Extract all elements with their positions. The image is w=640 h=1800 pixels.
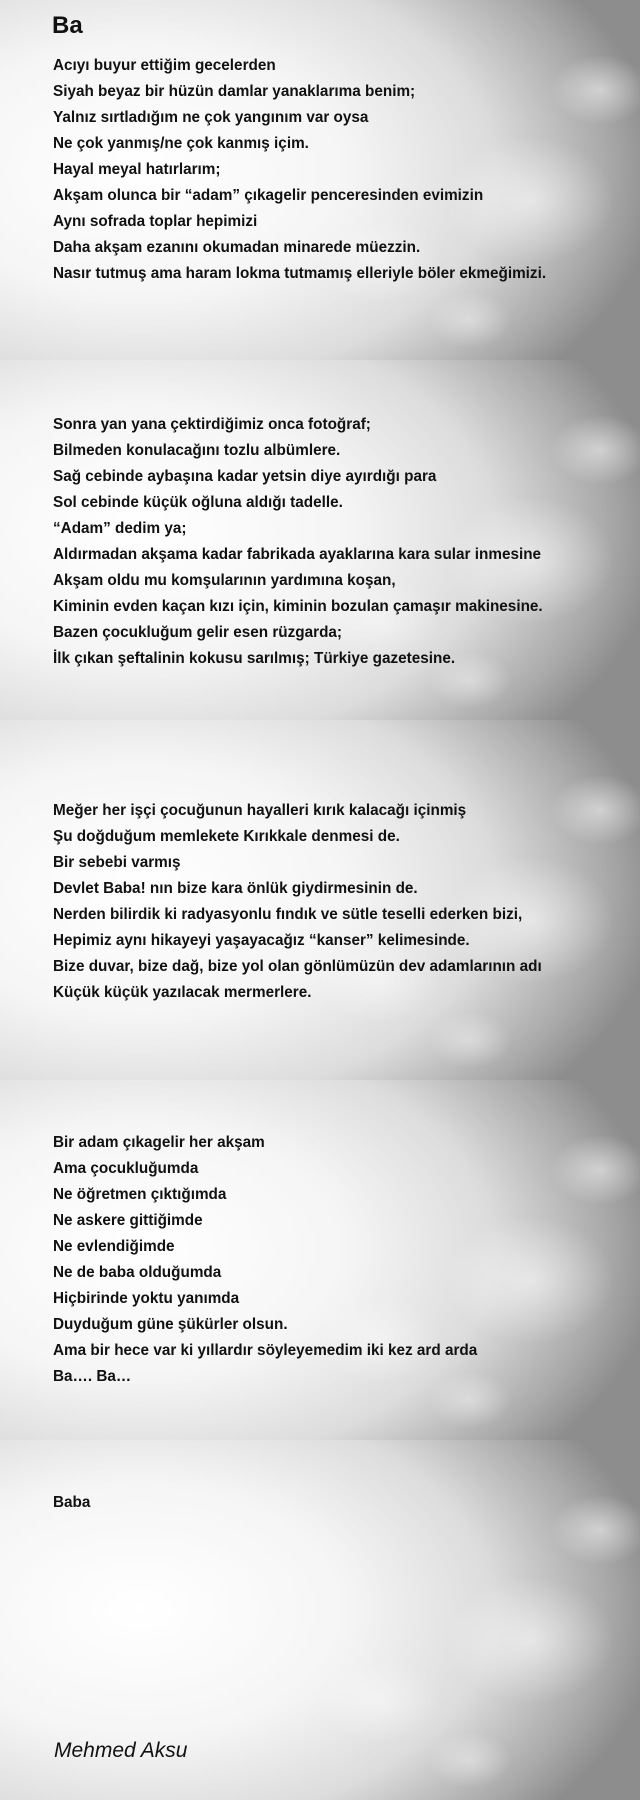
- poem-line: Bir sebebi varmış: [53, 854, 181, 871]
- stanza-1: [53, 53, 633, 287]
- author-signature: Mehmed Aksu: [54, 1739, 188, 1762]
- poem-line: Hepimiz aynı hikayeyi yaşayacağız “kanser” kelimesinde.: [53, 932, 470, 949]
- poem-line: Ama bir hece var ki yıllardır söyleyemedim iki kez ard arda: [53, 1342, 478, 1359]
- poem-line: Hiçbirinde yoktu yanımda: [53, 1290, 240, 1307]
- poem-line: Şu doğduğum memlekete Kırıkkale denmesi de.: [53, 828, 400, 845]
- poem-line: İlk çıkan şeftalinin kokusu sarılmış; Türkiye gazetesine.: [53, 650, 456, 667]
- poem-line: Ne çok yanmış/ne çok kanmış içim.: [53, 135, 309, 152]
- poem-title: Ba: [52, 12, 83, 39]
- poem-line: Ne evlendiğimde: [53, 1238, 175, 1255]
- stanza-3: [53, 798, 633, 1006]
- poem-line: Daha akşam ezanını okumadan minarede müezzin.: [53, 239, 421, 256]
- poem-panel-3: [0, 720, 640, 1080]
- poem-line: Sağ cebinde aybaşına kadar yetsin diye ayırdığı para: [53, 468, 437, 485]
- poem-line: Bir adam çıkagelir her akşam: [53, 1134, 265, 1151]
- stanza-4: [53, 1130, 633, 1390]
- poem-line: Sol cebinde küçük oğluna aldığı tadelle.: [53, 494, 343, 511]
- poem-panel-5: [0, 1440, 640, 1800]
- poem-line: Ne askere gittiğimde: [53, 1212, 203, 1229]
- poem-line: Yalnız sırtladığım ne çok yangınım var oysa: [53, 109, 369, 126]
- poem-line: Meğer her işçi çocuğunun hayalleri kırık kalacağı içinmiş: [53, 802, 467, 819]
- stanza-5: [53, 1490, 633, 1516]
- poem-line: Siyah beyaz bir hüzün damlar yanaklarıma benim;: [53, 83, 416, 100]
- poem-line: Ama çocukluğumda: [53, 1160, 199, 1177]
- poem-line: Akşam olunca bir “adam” çıkagelir penceresinden evimizin: [53, 187, 484, 204]
- poem-line: Aldırmadan akşama kadar fabrikada ayaklarına kara sular inmesine: [53, 546, 542, 563]
- poem-line: Baba: [53, 1494, 91, 1511]
- poem-line: Akşam oldu mu komşularının yardımına koşan,: [53, 572, 396, 589]
- poem-line: Aynı sofrada toplar hepimizi: [53, 213, 258, 230]
- poem-line: Ba…. Ba…: [53, 1368, 132, 1385]
- poem-line: Acıyı buyur ettiğim gecelerden: [53, 57, 276, 74]
- poem-line: Kiminin evden kaçan kızı için, kiminin bozulan çamaşır makinesine.: [53, 598, 543, 615]
- poem-panel-4: [0, 1080, 640, 1440]
- poem-line: Sonra yan yana çektirdiğimiz onca fotoğraf;: [53, 416, 371, 433]
- poem-line: Hayal meyal hatırlarım;: [53, 161, 221, 178]
- poem-line: Bazen çocukluğum gelir esen rüzgarda;: [53, 624, 343, 641]
- poem-line: Bilmeden konulacağını tozlu albümlere.: [53, 442, 341, 459]
- poem-line: Ne de baba olduğumda: [53, 1264, 222, 1281]
- poem-line: Küçük küçük yazılacak mermerlere.: [53, 984, 312, 1001]
- poem-line: Devlet Baba! nın bize kara önlük giydirmesinin de.: [53, 880, 418, 897]
- poem-line: Ne öğretmen çıktığımda: [53, 1186, 227, 1203]
- poem-panel-2: [0, 360, 640, 720]
- poem-line: Duyduğum güne şükürler olsun.: [53, 1316, 288, 1333]
- poem-line: Bize duvar, bize dağ, bize yol olan gönlümüzün dev adamlarının adı: [53, 958, 542, 975]
- poem-panel-1: [0, 0, 640, 360]
- poem-line: “Adam” dedim ya;: [53, 520, 187, 537]
- stanza-2: [53, 412, 633, 672]
- poem-line: Nasır tutmuş ama haram lokma tutmamış elleriyle böler ekmeğimizi.: [53, 265, 547, 282]
- poem-line: Nerden bilirdik ki radyasyonlu fındık ve sütle teselli ederken bizi,: [53, 906, 523, 923]
